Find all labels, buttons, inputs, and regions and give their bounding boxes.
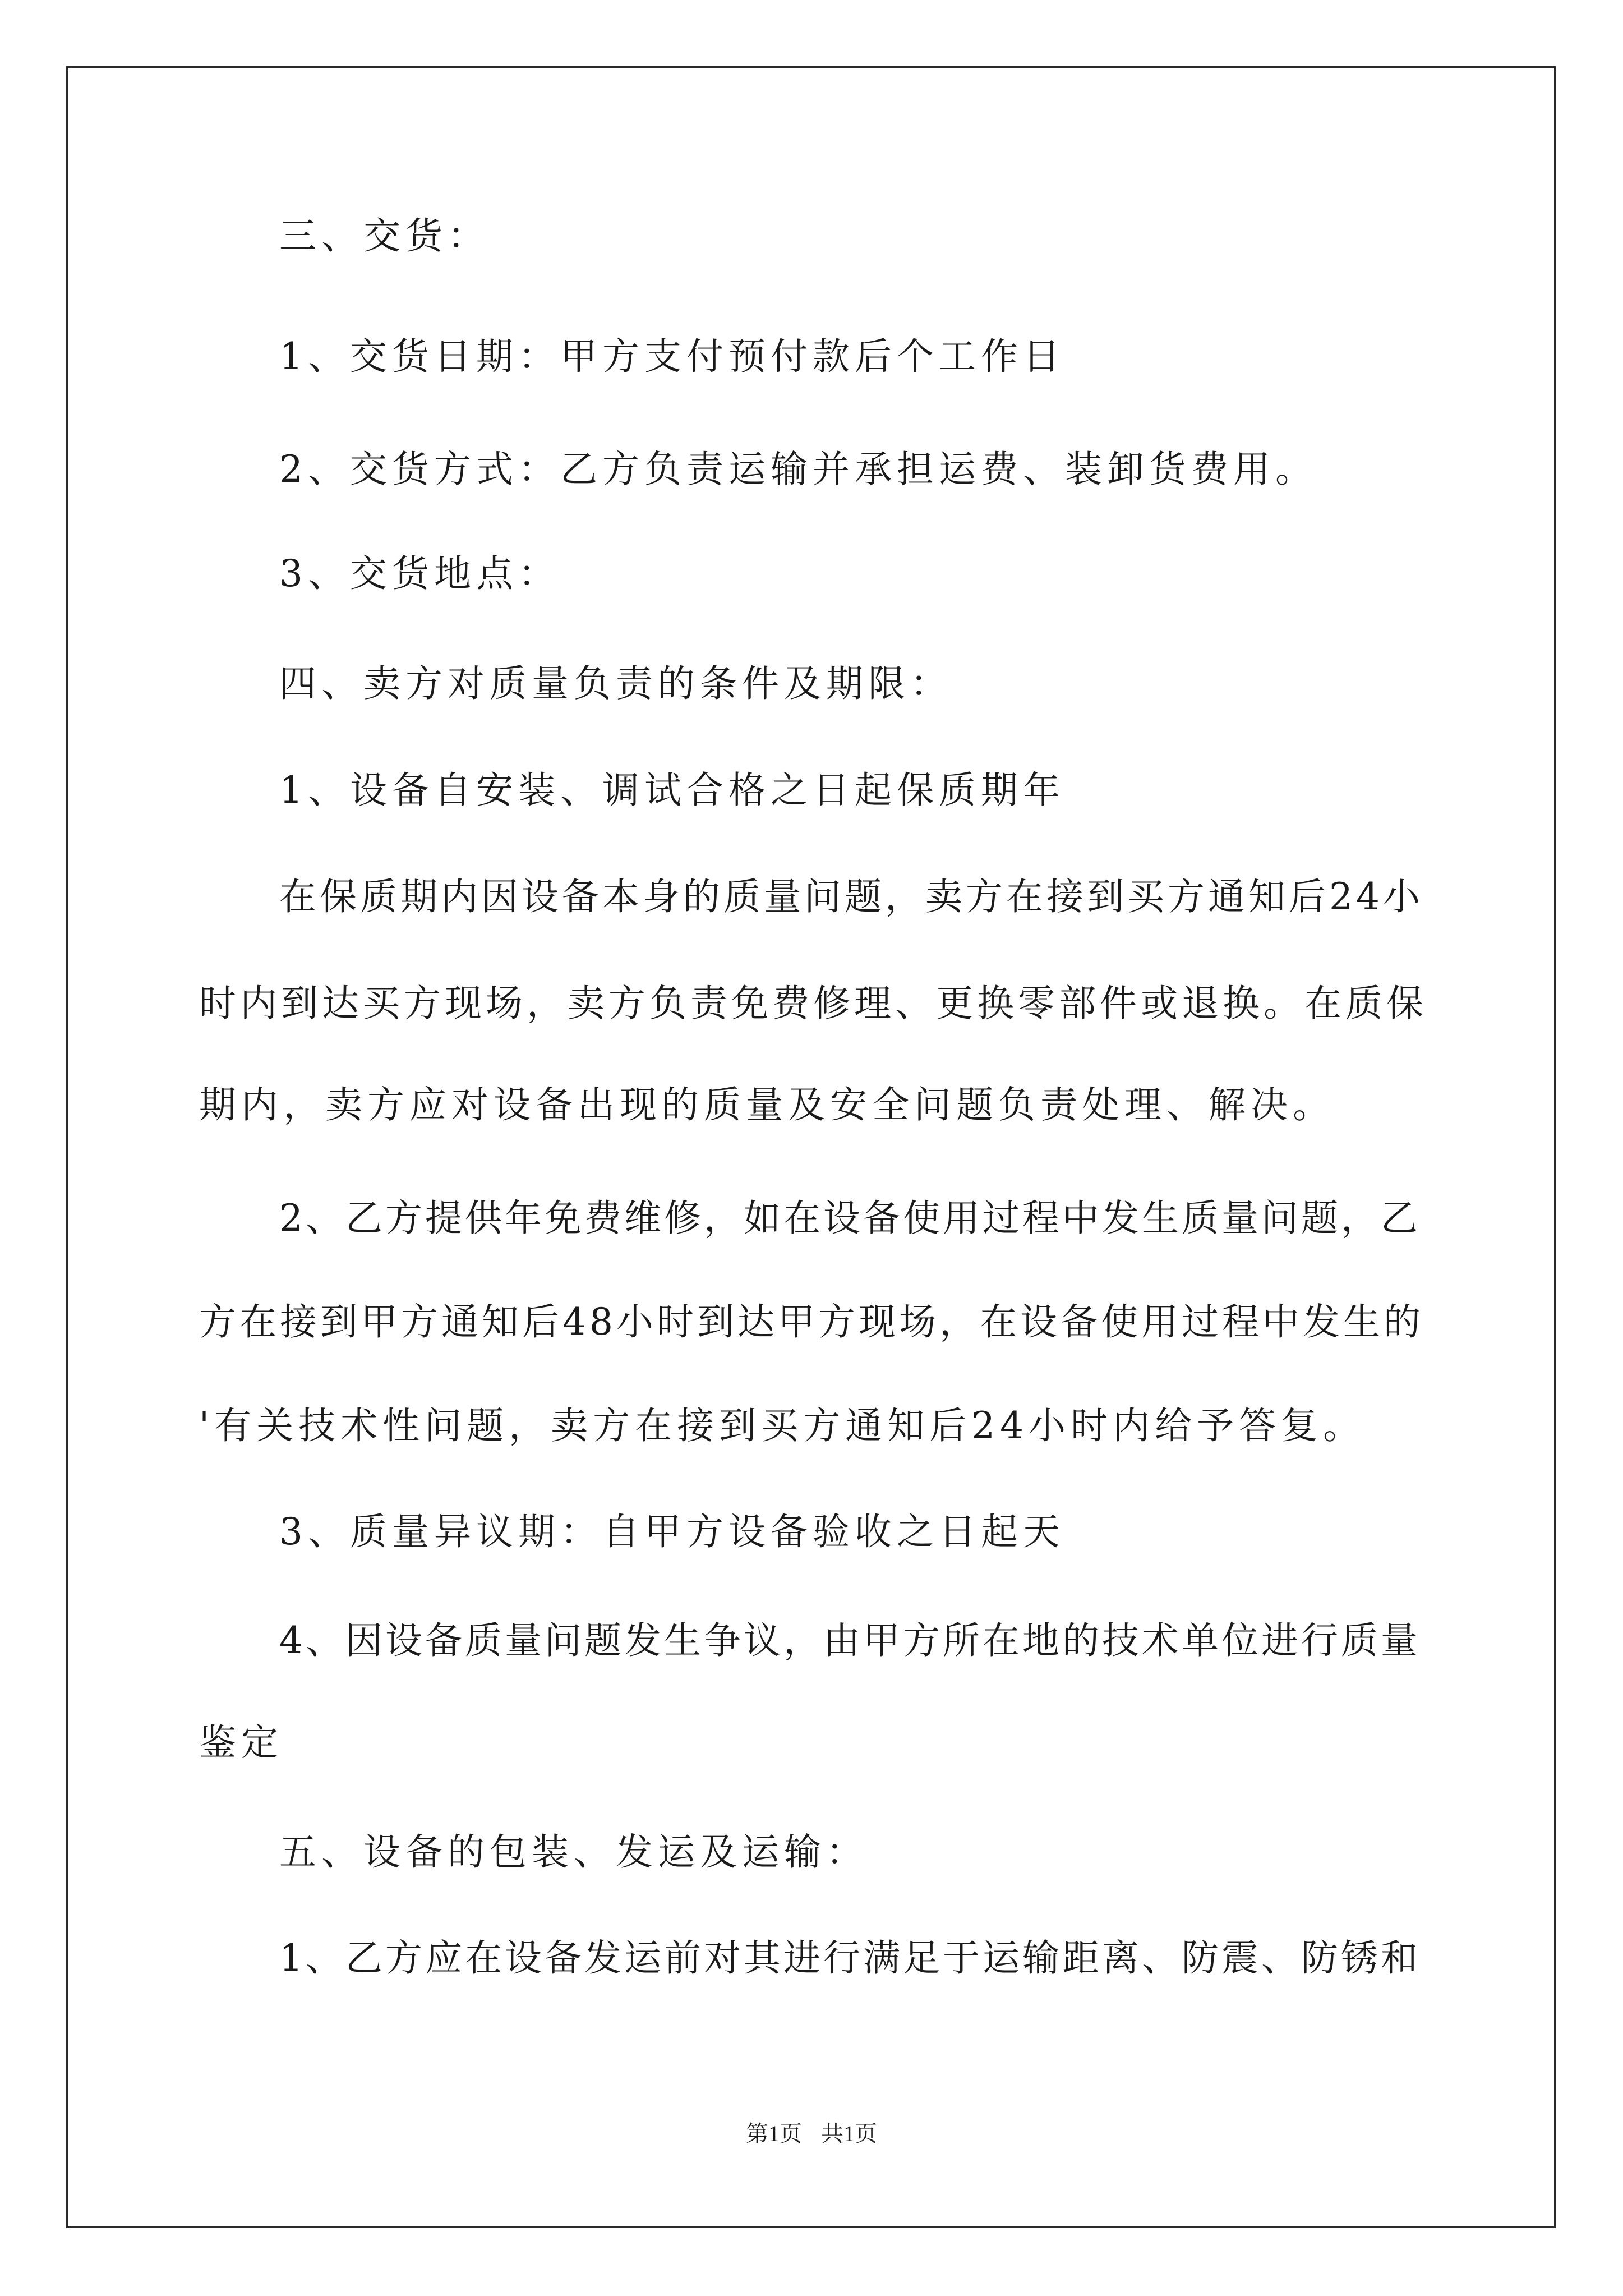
heading-packaging: 五、设备的包装、发运及运输： [279,1830,868,1874]
page-total: 共1页 [821,2121,877,2146]
paragraph-line: 3、质量异议期：自甲方设备验收之日起天 [279,1510,1065,1553]
heading-delivery: 三、交货： [279,214,490,257]
page-number: 第1页 [746,2121,802,2146]
paragraph-line: 1、乙方应在设备发运前对其进行满足于运输距离、防震、防锈和 [279,1936,1421,1980]
paragraph-line: 3、交货地点： [279,552,560,595]
heading-quality: 四、卖方对质量负责的条件及期限： [279,662,952,705]
page-footer [0,2119,1623,2148]
paragraph-line: 在保质期内因设备本身的质量问题，卖方在接到买方通知后24小 [279,875,1423,918]
paragraph-line: 期内，卖方应对设备出现的质量及安全问题负责处理、解决。 [199,1083,1335,1126]
paragraph-line: 鉴定 [199,1721,283,1764]
paragraph-line: 2、交货方式：乙方负责运输并承担运费、装卸货费用。 [279,448,1317,491]
paragraph-line: '有关技术性问题，卖方在接到买方通知后24小时内给予答复。 [199,1404,1366,1447]
paragraph-line: 方在接到甲方通知后48小时到达甲方现场，在设备使用过程中发生的 [199,1300,1424,1343]
page-border [66,66,1556,2228]
paragraph-line: 1、设备自安装、调试合格之日起保质期年 [279,769,1065,812]
paragraph-line: 1、交货日期：甲方支付预付款后个工作日 [279,335,1065,378]
paragraph-line: 2、乙方提供年免费维修，如在设备使用过程中发生质量问题，乙 [279,1197,1421,1240]
paragraph-line: 4、因设备质量问题发生争议，由甲方所在地的技术单位进行质量 [279,1619,1421,1662]
paragraph-line: 时内到达买方现场，卖方负责免费修理、更换零部件或退换。在质保 [199,982,1427,1025]
